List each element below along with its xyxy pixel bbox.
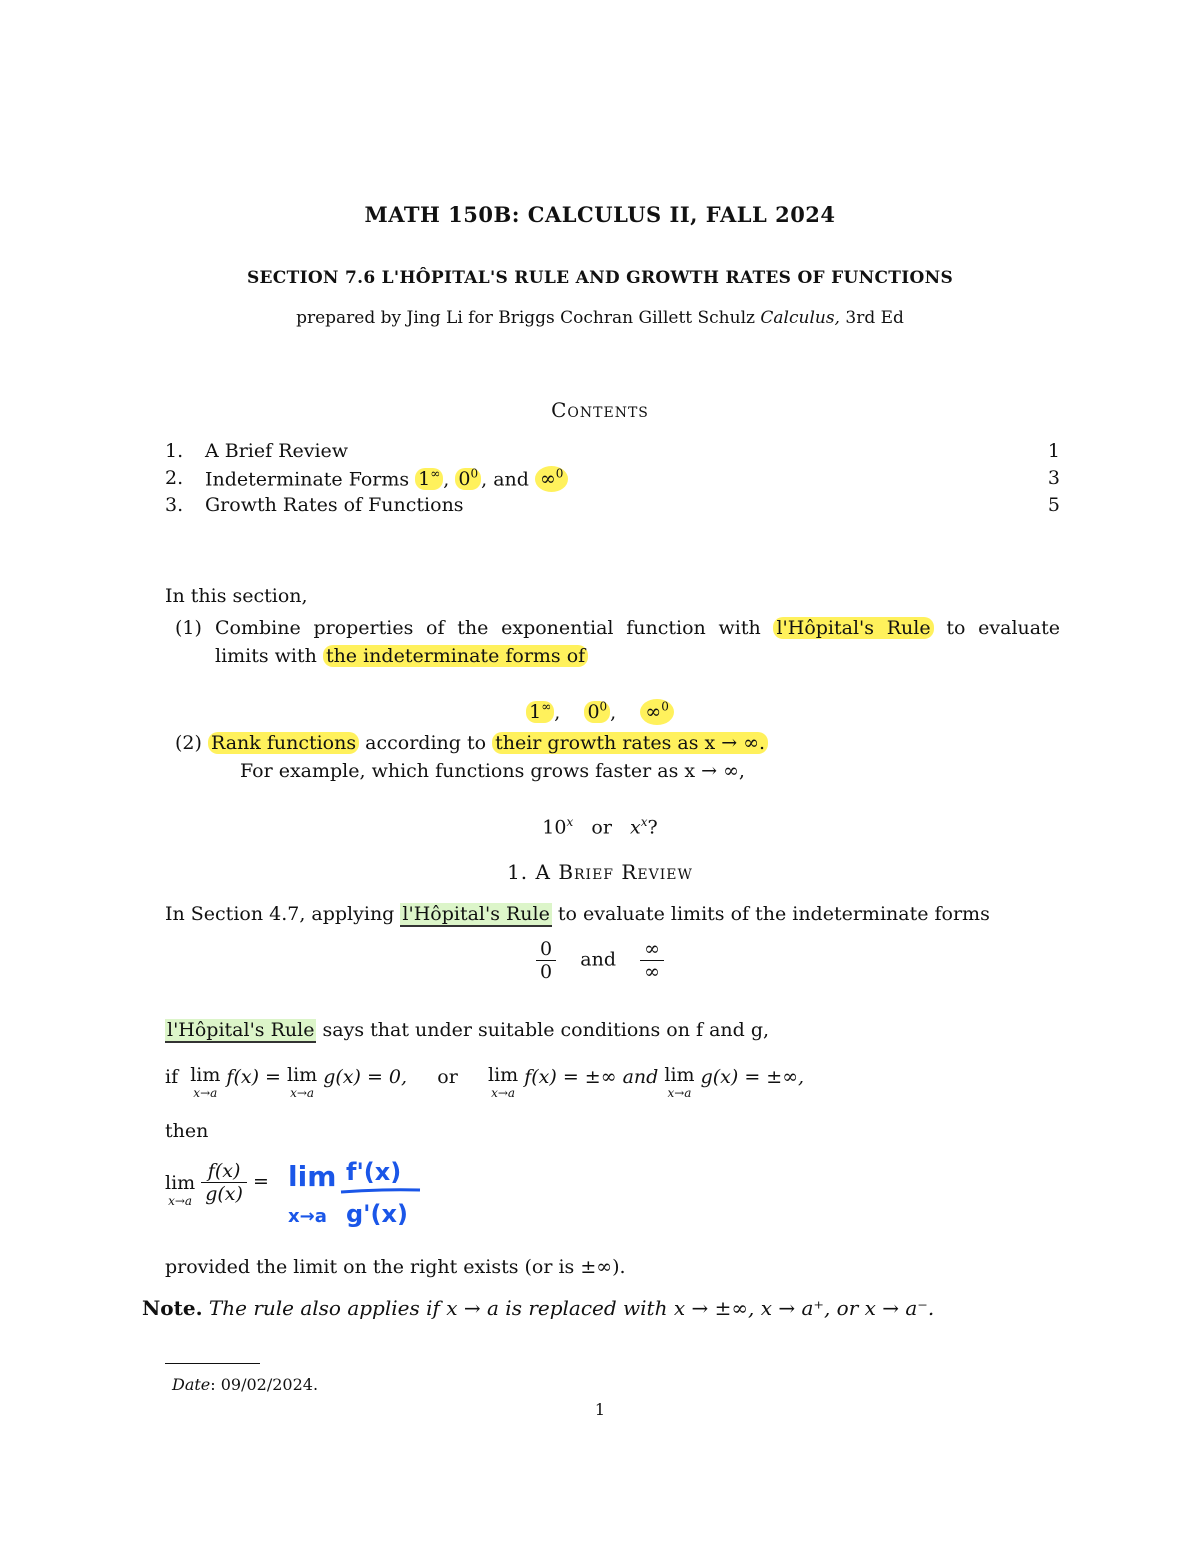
highlight: $0^0$ <box>455 468 481 490</box>
then-label: then <box>165 1120 209 1142</box>
section-title: SECTION 7.6 L'HÔPITAL'S RULE AND GROWTH RATES OF FUNCTIONS <box>246 268 954 288</box>
svg-text:lim: lim <box>288 1160 337 1193</box>
intro-item-1-cont: limits with the indeterminate forms of <box>215 645 588 667</box>
prepared-by: prepared by Jing Li for Briggs Cochran Gillett Schulz Calculus, 3rd Ed <box>296 308 904 328</box>
footnote-date: Date: 09/02/2024. <box>172 1375 319 1394</box>
highlight-underline: l'Hôpital's Rule <box>402 903 550 925</box>
intro-item-1: (1) Combine properties of the exponential function with l'Hôpital's Rule to evaluate <box>175 617 1060 639</box>
highlight: their growth rates as x → ∞. <box>492 732 768 754</box>
highlight: the indeterminate forms of <box>323 645 588 667</box>
highlight: ∞$^0$ <box>640 699 673 725</box>
section-1-heading: 1. A Brief Review <box>507 860 693 884</box>
limit-conditions: if lim x→a f(x) = lim x→a g(x) = 0, or lim x→a f(x) = ±∞ and lim x→a g(x) = ±∞, <box>165 1064 805 1100</box>
highlight-underline: l'Hôpital's Rule <box>167 1019 315 1041</box>
svg-text:f'(x): f'(x) <box>346 1158 402 1186</box>
contents-heading: Contents <box>551 398 649 422</box>
highlight: 1∞ <box>526 701 554 723</box>
section-1-line-1: In Section 4.7, applying l'Hôpital's Rule to evaluate limits of the indeterminate forms <box>165 903 990 925</box>
highlight: $0^0$ <box>584 701 610 723</box>
svg-text:g'(x): g'(x) <box>346 1200 408 1228</box>
example-text: For example, which functions grows faster as x → ∞, <box>240 760 745 782</box>
document-page: MATH 150B: CALCULUS II, FALL 2024 SECTION 7.6 L'HÔPITAL'S RULE AND GROWTH RATES OF FUNCTIONS prepared by Jing Li for Briggs Cochran Gillett Schulz Calculus, 3rd Ed Contents 1. A Brief Review 1 2. Indeterminate Forms 1∞ , $0^0$ , and ∞$^0$ 3 3. Growth Rates of Functions 5 In this section, (1) Combine properties of the exponential function with l'Hôpital's Rule to evaluate limits with the indeterminate forms of 1∞ , $0^0$ , ∞$^0$ (2) Rank functions according to their growth rates as x → ∞. For example, which functions grows faster as x → ∞, 10$^x$ or $x^x$? 1. A Brief Review In Section 4.7, applying l'Hôpital's Rule to evaluate limits of the indeterminate forms $\frac{0}{0}$ and $\frac{\infty}{\infty}$ l'Hôpital's Rule says that under suitable conditions on f and g, if lim x→a f(x) = lim x→a g(x) = 0, or lim x→a f(x) = ±∞ and lim x→a g(x) = ±∞, then lim x→a $\frac{f(x)}{g(x)}$ = lim x→a f'(x) g'(x) provided the limit on the right exists (or is ±∞). Note. The rule also applies if x → a is replaced with x → ±∞, x → a⁺, or x → a⁻. Date: 09/02/2024. 1 <box>0 0 1200 1554</box>
provided-text: provided the limit on the right exists (or is ±∞). <box>165 1256 626 1278</box>
handwritten-annotation <box>286 1142 426 1237</box>
note: Note. The rule also applies if x → a is replaced with x → ±∞, x → a⁺, or x → a⁻. <box>142 1296 935 1320</box>
svg-text:x→a: x→a <box>288 1206 327 1227</box>
indeterminate-fractions: $\frac{0}{0}$ and $\frac{\infty}{\infty}$ <box>0 938 1200 983</box>
intro-item-2: (2) Rank functions according to their growth rates as x → ∞. <box>175 732 768 754</box>
page-number: 1 <box>594 1400 606 1419</box>
lhopital-formula: lim x→a $\frac{f(x)}{g(x)}$ = <box>165 1160 269 1208</box>
course-title: MATH 150B: CALCULUS II, FALL 2024 <box>364 202 836 227</box>
forms-display: 1∞ , $0^0$ , ∞$^0$ <box>0 700 1200 723</box>
footnote-rule <box>165 1363 260 1364</box>
highlight: ∞$^0$ <box>535 466 568 492</box>
compare-display: 10$^x$ or $x^x$? <box>542 815 658 839</box>
intro-lead: In this section, <box>165 585 308 607</box>
highlight: Rank functions <box>208 732 359 754</box>
handwritten-limit <box>286 1142 426 1237</box>
highlight: l'Hôpital's Rule <box>773 617 933 639</box>
rule-statement: l'Hôpital's Rule says that under suitable conditions on f and g, <box>167 1019 770 1041</box>
highlight: 1∞ <box>415 468 443 490</box>
